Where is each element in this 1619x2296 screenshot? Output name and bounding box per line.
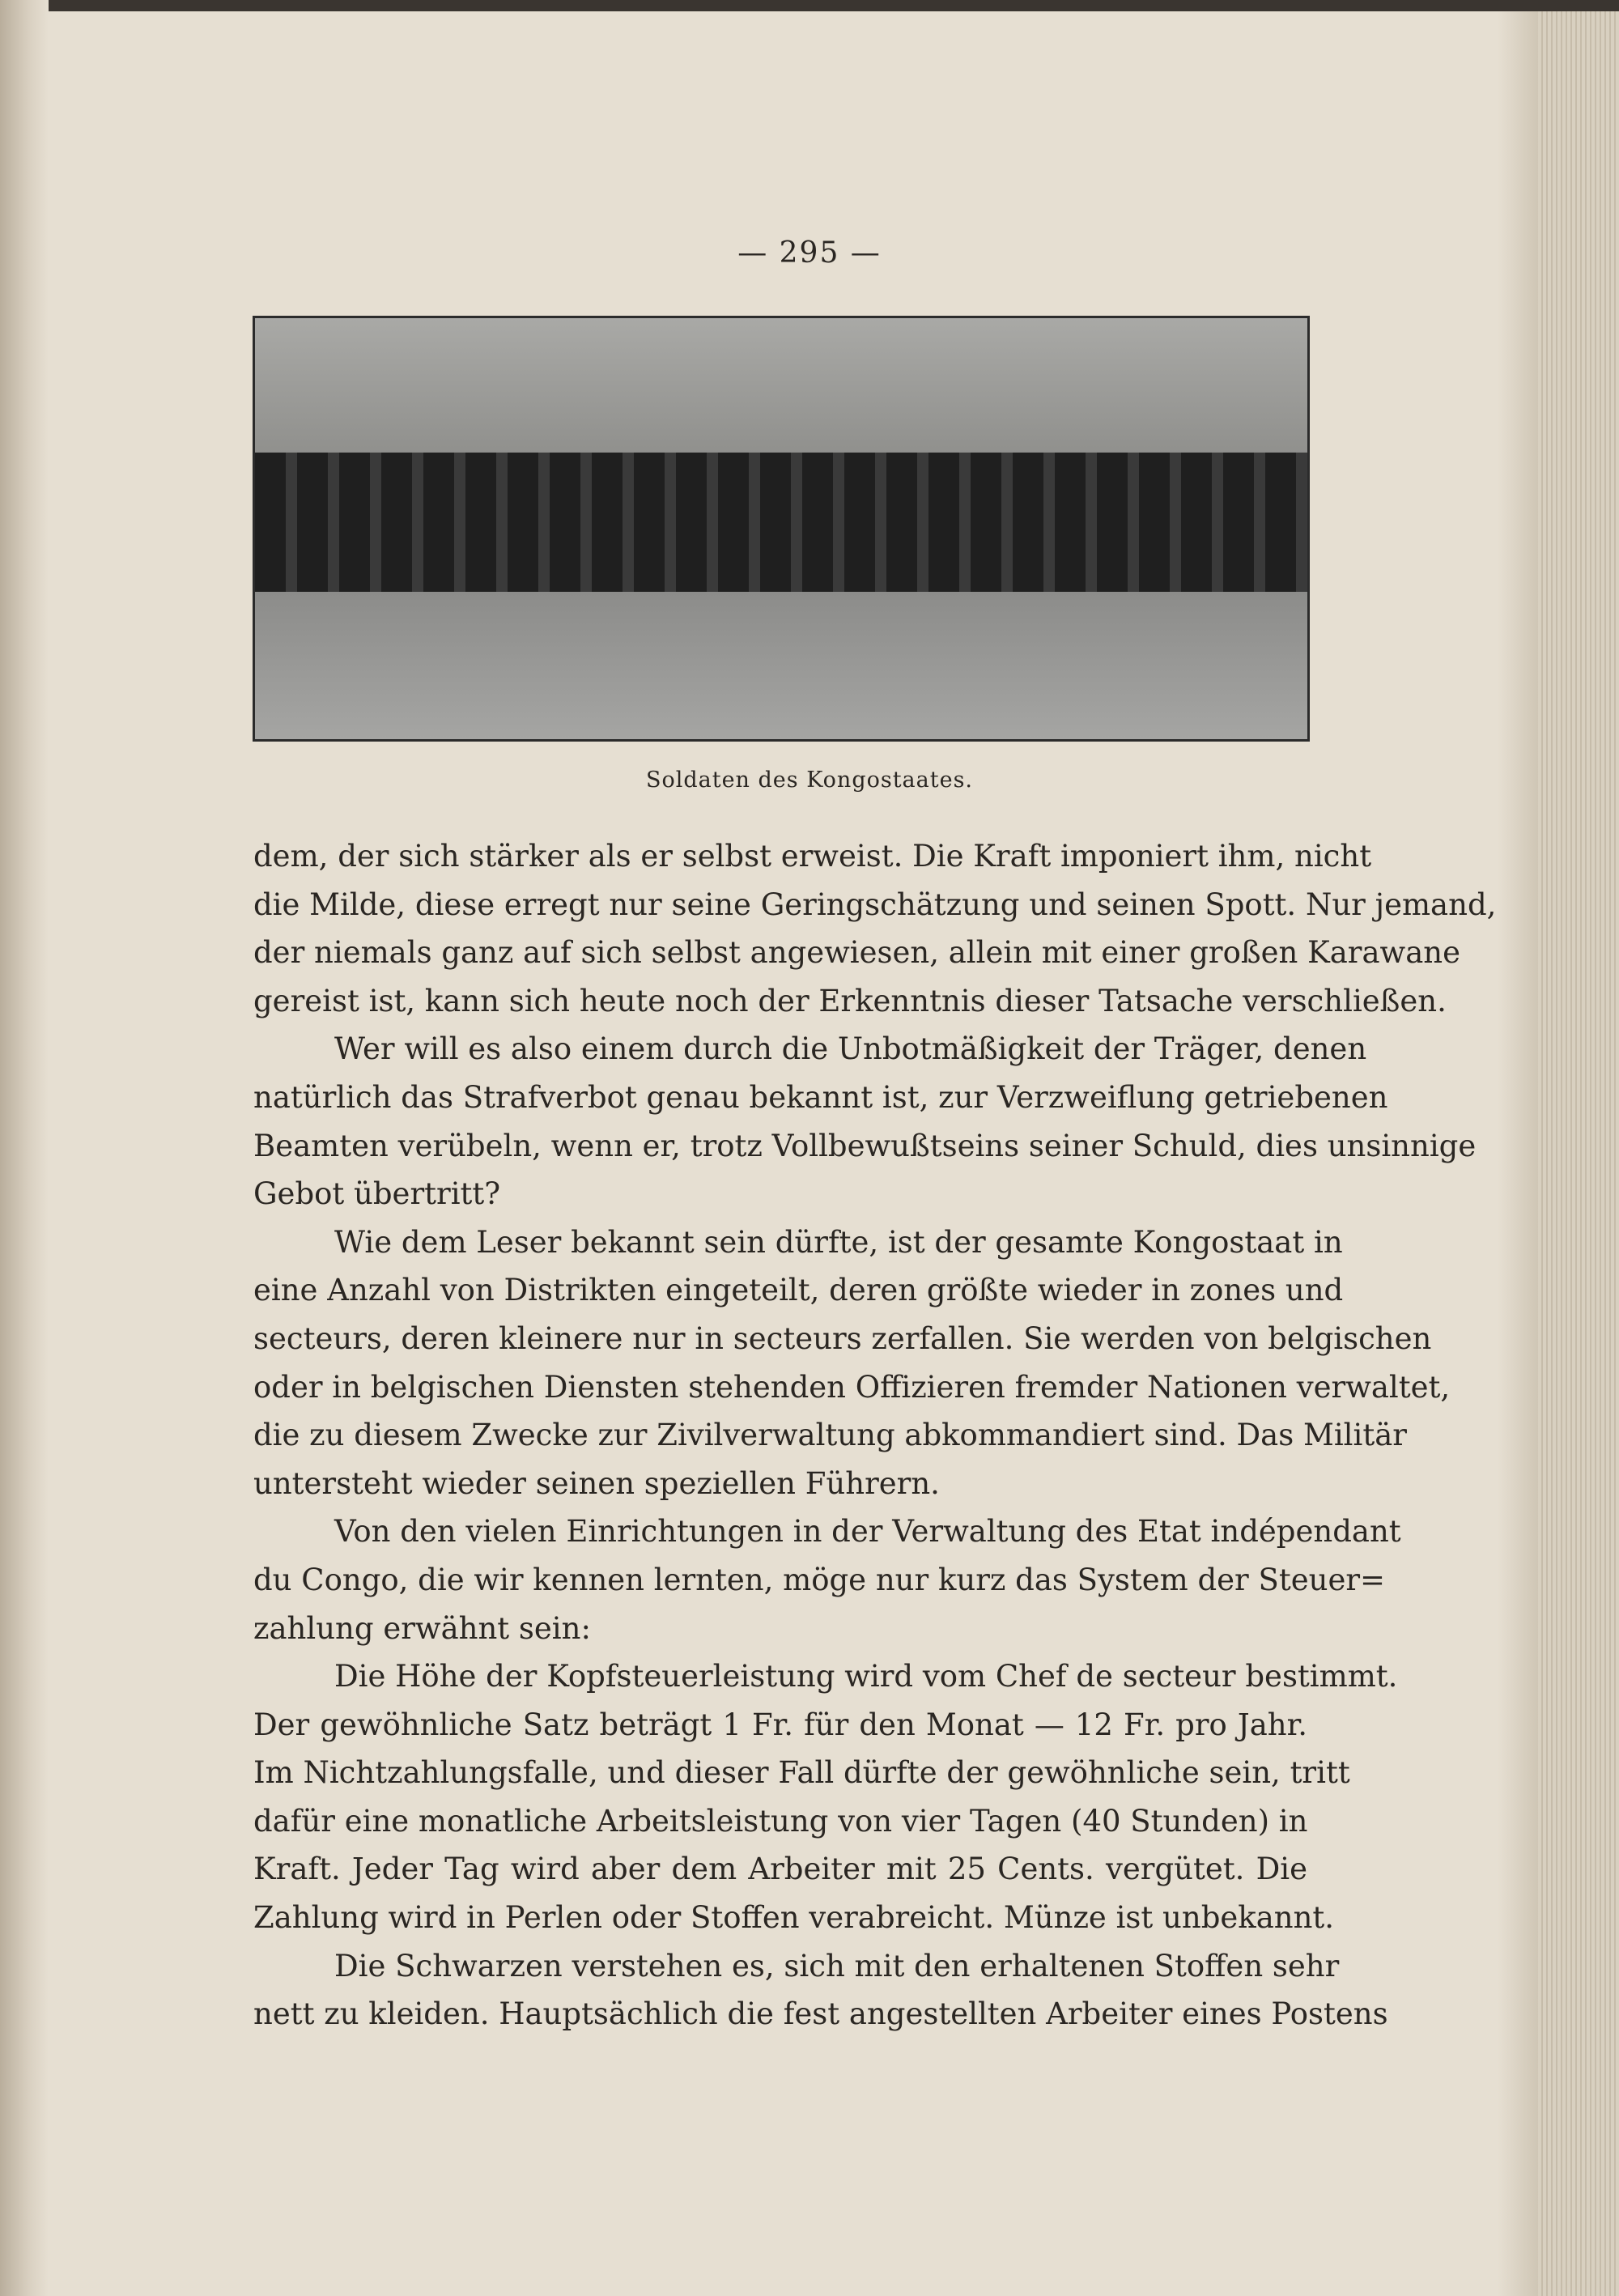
figure-caption: Soldaten des Kongostaates. [645,767,974,793]
book-top-edge [0,0,1619,11]
body-text [253,832,1497,2039]
book-gutter [0,0,49,2296]
text-line: Im Nichtzahlungsfalle, und dieser Fall dürfte der gewöhnliche sein, tritt [253,1755,1350,1791]
figure-photo-soldiers [253,316,1310,742]
text-line: nett zu kleiden. Hauptsächlich die fest angestellten Arbeiter eines Postens [253,1996,1388,2032]
text-line: Gebot übertritt? [253,1176,501,1212]
text-line: Zahlung wird in Perlen oder Stoffen verabreicht. Münze ist unbekannt. [253,1900,1335,1936]
text-line: Die Höhe der Kopfsteuerleistung wird vom Chef de secteur bestimmt. [334,1659,1398,1694]
text-line: secteurs, deren kleinere nur in secteurs zerfallen. Sie werden von belgischen [253,1320,1432,1356]
text-line: oder in belgischen Diensten stehenden Offizieren fremder Nationen verwaltet, [253,1369,1451,1405]
text-line: die zu diesem Zwecke zur Zivilverwaltung abkommandiert sind. Das Militär [253,1418,1407,1453]
text-line: die Milde, diese erregt nur seine Geringschätzung und seinen Spott. Nur jemand, [253,887,1497,922]
text-line: Der gewöhnliche Satz beträgt 1 Fr. für den Monat — 12 Fr. pro Jahr. [253,1707,1307,1742]
text-line: der niemals ganz auf sich selbst angewiesen, allein mit einer großen Karawane [253,935,1461,971]
text-line: Beamten verübeln, wenn er, trotz Vollbewußtseins seiner Schuld, dies unsinnige [253,1128,1477,1163]
text-line: du Congo, die wir kennen lernten, möge nur kurz das System der Steuer= [253,1562,1386,1597]
text-line: Die Schwarzen verstehen es, sich mit den erhaltenen Stoffen sehr [334,1948,1340,1983]
text-line: Wie dem Leser bekannt sein dürfte, ist der gesamte Kongostaat in [334,1224,1343,1260]
text-line: eine Anzahl von Distrikten eingeteilt, deren größte wieder in zones und [253,1273,1344,1308]
page-number: — 295 — [737,236,882,270]
text-line: zahlung erwähnt sein: [253,1610,591,1646]
text-line: Wer will es also einem durch die Unbotmäßigkeit der Träger, denen [334,1031,1367,1067]
text-line: untersteht wieder seinen speziellen Führern. [253,1465,940,1501]
text-line: dafür eine monatliche Arbeitsleistung von vier Tagen (40 Stunden) in [253,1803,1308,1839]
book-page-edges [1538,11,1619,2296]
text-line: Von den vielen Einrichtungen in der Verwaltung des Etat indépendant [334,1514,1401,1550]
text-line: dem, der sich stärker als er selbst erweist. Die Kraft imponiert ihm, nicht [253,839,1372,874]
text-line: gereist ist, kann sich heute noch der Erkenntnis dieser Tatsache verschließen. [253,983,1447,1018]
text-line: natürlich das Strafverbot genau bekannt ist, zur Verzweiflung getriebenen [253,1079,1388,1115]
page-shadow [1498,11,1538,2296]
text-line: Kraft. Jeder Tag wird aber dem Arbeiter mit 25 Cents. vergütet. Die [253,1852,1307,1887]
